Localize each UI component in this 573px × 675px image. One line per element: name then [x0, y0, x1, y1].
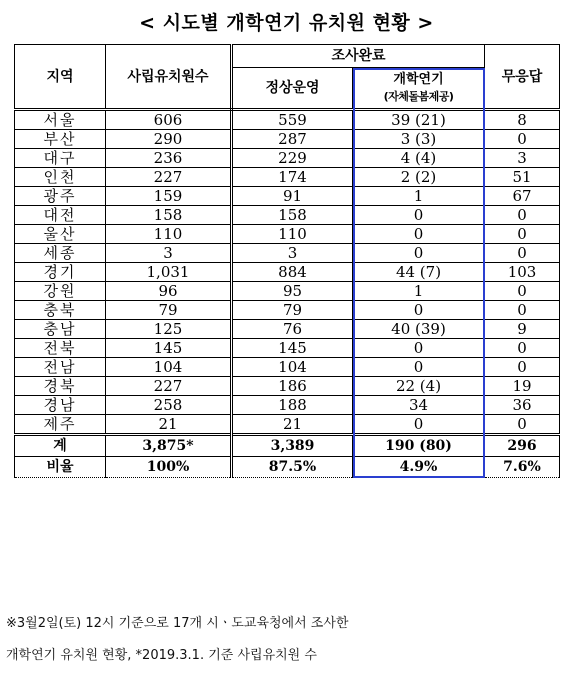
private-count-cell: 290 — [106, 130, 232, 149]
header-normal: 정상운영 — [232, 68, 353, 110]
total-private: 3,875* — [106, 435, 232, 457]
delayed-cell: 22 (4) — [353, 377, 485, 396]
no-response-cell: 0 — [485, 301, 560, 320]
table-row — [15, 415, 560, 435]
region-cell: 강원 — [15, 282, 106, 301]
normal-cell: 174 — [232, 168, 353, 187]
delayed-cell: 0 — [353, 206, 485, 225]
header-delayed-label: 개학연기 — [393, 72, 444, 87]
page-title: < 시도별 개학연기 유치원 현황 > — [139, 12, 434, 34]
normal-cell: 287 — [232, 130, 353, 149]
delayed-cell: 0 — [353, 339, 485, 358]
region-cell: 세종 — [15, 244, 106, 263]
table-row — [15, 301, 560, 320]
private-count-cell: 227 — [106, 377, 232, 396]
delayed-cell: 39 (21) — [353, 110, 485, 130]
header-survey-done: 조사완료 — [232, 45, 485, 68]
normal-cell: 229 — [232, 149, 353, 168]
table-row — [15, 339, 560, 358]
region-cell: 경북 — [15, 377, 106, 396]
table-row — [15, 225, 560, 244]
no-response-cell: 19 — [485, 377, 560, 396]
table-row — [15, 110, 560, 130]
private-count-cell: 158 — [106, 206, 232, 225]
normal-cell: 95 — [232, 282, 353, 301]
normal-cell: 559 — [232, 110, 353, 130]
delayed-cell: 40 (39) — [353, 320, 485, 339]
delayed-cell: 1 — [353, 187, 485, 206]
no-response-cell: 8 — [485, 110, 560, 130]
header-no-response: 무응답 — [485, 45, 560, 110]
total-row — [15, 435, 560, 457]
delayed-cell: 2 (2) — [353, 168, 485, 187]
private-count-cell: 21 — [106, 415, 232, 435]
ratio-normal: 87.5% — [232, 457, 353, 478]
delayed-cell: 3 (3) — [353, 130, 485, 149]
table-row — [15, 244, 560, 263]
table-row — [15, 187, 560, 206]
private-count-cell: 96 — [106, 282, 232, 301]
no-response-cell: 0 — [485, 339, 560, 358]
table-row — [15, 396, 560, 415]
delayed-cell: 44 (7) — [353, 263, 485, 282]
normal-cell: 21 — [232, 415, 353, 435]
normal-cell: 104 — [232, 358, 353, 377]
region-cell: 충북 — [15, 301, 106, 320]
delayed-cell: 0 — [353, 244, 485, 263]
status-table-container — [14, 44, 559, 478]
normal-cell: 3 — [232, 244, 353, 263]
ratio-delayed: 4.9% — [353, 457, 485, 478]
region-cell: 전남 — [15, 358, 106, 377]
normal-cell: 76 — [232, 320, 353, 339]
region-cell: 제주 — [15, 415, 106, 435]
normal-cell: 79 — [232, 301, 353, 320]
private-count-cell: 258 — [106, 396, 232, 415]
total-label: 계 — [15, 435, 106, 457]
private-count-cell: 3 — [106, 244, 232, 263]
region-cell: 울산 — [15, 225, 106, 244]
no-response-cell: 0 — [485, 415, 560, 435]
kindergarten-status-table — [14, 44, 560, 478]
region-cell: 충남 — [15, 320, 106, 339]
private-count-cell: 79 — [106, 301, 232, 320]
ratio-private: 100% — [106, 457, 232, 478]
private-count-cell: 1,031 — [106, 263, 232, 282]
table-row — [15, 168, 560, 187]
header-delayed — [353, 68, 485, 110]
ratio-row — [15, 457, 560, 478]
private-count-cell: 110 — [106, 225, 232, 244]
normal-cell: 91 — [232, 187, 353, 206]
ratio-no-response: 7.6% — [485, 457, 560, 478]
region-cell: 경남 — [15, 396, 106, 415]
delayed-cell: 34 — [353, 396, 485, 415]
table-row — [15, 263, 560, 282]
delayed-cell: 0 — [353, 225, 485, 244]
header-private-count: 사립유치원수 — [106, 45, 232, 110]
table-row — [15, 320, 560, 339]
total-no-response: 296 — [485, 435, 560, 457]
no-response-cell: 51 — [485, 168, 560, 187]
table-body — [15, 110, 560, 435]
region-cell: 대전 — [15, 206, 106, 225]
table-row — [15, 282, 560, 301]
header-delayed-sub: (자체돌봄제공) — [383, 90, 454, 103]
private-count-cell: 227 — [106, 168, 232, 187]
no-response-cell: 0 — [485, 282, 560, 301]
table-row — [15, 358, 560, 377]
delayed-cell: 1 — [353, 282, 485, 301]
no-response-cell: 9 — [485, 320, 560, 339]
no-response-cell: 0 — [485, 130, 560, 149]
total-normal: 3,389 — [232, 435, 353, 457]
normal-cell: 188 — [232, 396, 353, 415]
normal-cell: 110 — [232, 225, 353, 244]
table-row — [15, 206, 560, 225]
table-row — [15, 377, 560, 396]
table-row — [15, 149, 560, 168]
no-response-cell: 0 — [485, 244, 560, 263]
footnote-line-1: ※3월2일(토) 12시 기준으로 17개 시ㆍ도교육청에서 조사한 — [6, 616, 349, 631]
private-count-cell: 125 — [106, 320, 232, 339]
no-response-cell: 67 — [485, 187, 560, 206]
normal-cell: 186 — [232, 377, 353, 396]
private-count-cell: 104 — [106, 358, 232, 377]
no-response-cell: 0 — [485, 225, 560, 244]
no-response-cell: 3 — [485, 149, 560, 168]
header-region: 지역 — [15, 45, 106, 110]
ratio-label: 비율 — [15, 457, 106, 478]
delayed-cell: 0 — [353, 415, 485, 435]
total-delayed: 190 (80) — [353, 435, 485, 457]
delayed-cell: 0 — [353, 301, 485, 320]
private-count-cell: 145 — [106, 339, 232, 358]
normal-cell: 145 — [232, 339, 353, 358]
region-cell: 광주 — [15, 187, 106, 206]
delayed-cell: 0 — [353, 358, 485, 377]
table-row — [15, 130, 560, 149]
region-cell: 전북 — [15, 339, 106, 358]
no-response-cell: 36 — [485, 396, 560, 415]
private-count-cell: 236 — [106, 149, 232, 168]
normal-cell: 158 — [232, 206, 353, 225]
footnote-line-2: 개학연기 유치원 현황, *2019.3.1. 기준 사립유치원 수 — [6, 648, 317, 663]
region-cell: 서울 — [15, 110, 106, 130]
no-response-cell: 103 — [485, 263, 560, 282]
no-response-cell: 0 — [485, 358, 560, 377]
region-cell: 경기 — [15, 263, 106, 282]
region-cell: 인천 — [15, 168, 106, 187]
no-response-cell: 0 — [485, 206, 560, 225]
delayed-cell: 4 (4) — [353, 149, 485, 168]
private-count-cell: 159 — [106, 187, 232, 206]
normal-cell: 884 — [232, 263, 353, 282]
region-cell: 대구 — [15, 149, 106, 168]
private-count-cell: 606 — [106, 110, 232, 130]
region-cell: 부산 — [15, 130, 106, 149]
